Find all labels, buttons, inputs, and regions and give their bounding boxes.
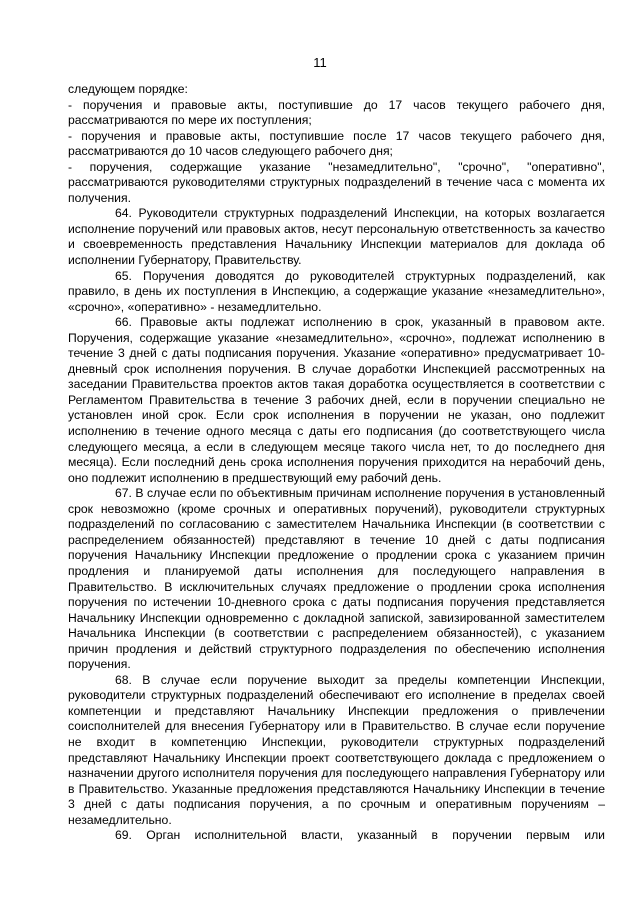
clause-69: 69. Орган исполнительной власти, указанный в поручении первым или: [115, 828, 605, 843]
list-item-before-17: - поручения и правовые акты, поступившие до 17 часов текущего рабочего дня, рассматриваются по мере их поступления;: [68, 97, 605, 128]
clause-68: 68. В случае если поручение выходит за пределы компетенции Инспекции, руководители структурных подразделений обеспечивают его исполнение в пределах своей компетенции и представляют Начальнику Инспекции предложения о привлечении соисполнителей для внесения Губернатору или в Правительство. В случае если поручение не входит в компетенцию Инспекции, руководители структурных подразделений представляют Начальнику Инспекции проект соответствующего доклада с предложением о назначении другого исполнителя поручения для последующего направления Губернатору или в Правительство. Указанные предложения представляются Начальнику Инспекции в течение 3 дней с даты подписания поручения, а по срочным и оперативным поручениям – незамедлительно.: [68, 672, 605, 827]
clause-64: 64. Руководители структурных подразделений Инспекции, на которых возлагается исполнение поручений или правовых актов, несут персональную ответственность за качество и своевременность представления Начальнику Инспекции материалов для доклада об исполнении Губернатору, Правительству.: [68, 206, 605, 268]
document-body: [68, 82, 605, 844]
list-item-after-17: - поручения и правовые акты, поступившие после 17 часов текущего рабочего дня, рассматриваются до 10 часов следующего рабочего дня;: [68, 128, 605, 159]
clause-66: 66. Правовые акты подлежат исполнению в срок, указанный в правовом акте. Поручения, содержащие указание «незамедлительно», «срочно», подлежат исполнению в течение 3 дней с даты подписания поручения. Указание «оперативно» предусматривает 10-дневный срок исполнения поручения. В случае доработки Инспекцией рассмотренных на заседании Правительства проектов актов такая доработка осуществляется в соответствии с Регламентом Правительства в течение 3 рабочих дней, если в поручении специально не установлен иной срок. Если срок исполнения в поручении не указан, оно подлежит исполнению в течение одного месяца с даты его подписания (до соответствующего числа следующего месяца, а если в следующем месяце такого числа нет, то до последнего дня месяца). Если последний день срока исполнения поручения приходится на нерабочий день, оно подлежит исполнению в предшествующий ему рабочий день.: [68, 315, 605, 485]
clause-67: 67. В случае если по объективным причинам исполнение поручения в установленный срок невозможно (кроме срочных и оперативных поручений), руководители структурных подразделений по согласованию с заместителем Начальника Инспекции (в соответствии с распределением обязанностей) представляют в течение 10 дней с даты подписания поручения Начальнику Инспекции предложение о продлении срока с указанием причин продления и планируемой даты исполнения для последующего направления в Правительство. В исключительных случаях предложение о продлении срока исполнения поручения по истечении 10-дневного срока с даты подписания поручения представляется Начальнику Инспекции одновременно с докладной запиской, завизированной заместителем Начальника Инспекции (в соответствии с распределением обязанностей), с указанием причин продления и действий структурного подразделения по обеспечению исполнения поручения.: [68, 486, 605, 672]
page-number: 11: [313, 55, 327, 70]
paragraph-continuation: следующем порядке:: [68, 82, 188, 96]
list-item-urgent: - поручения, содержащие указание "незамедлительно", "срочно", "оперативно", рассматриваются руководителями структурных подразделений в течение часа с момента их получения.: [68, 159, 605, 205]
clause-65: 65. Поручения доводятся до руководителей структурных подразделений, как правило, в день их поступления в Инспекцию, а содержащие указание «незамедлительно», «срочно», «оперативно» - незамедлительно.: [68, 268, 605, 314]
